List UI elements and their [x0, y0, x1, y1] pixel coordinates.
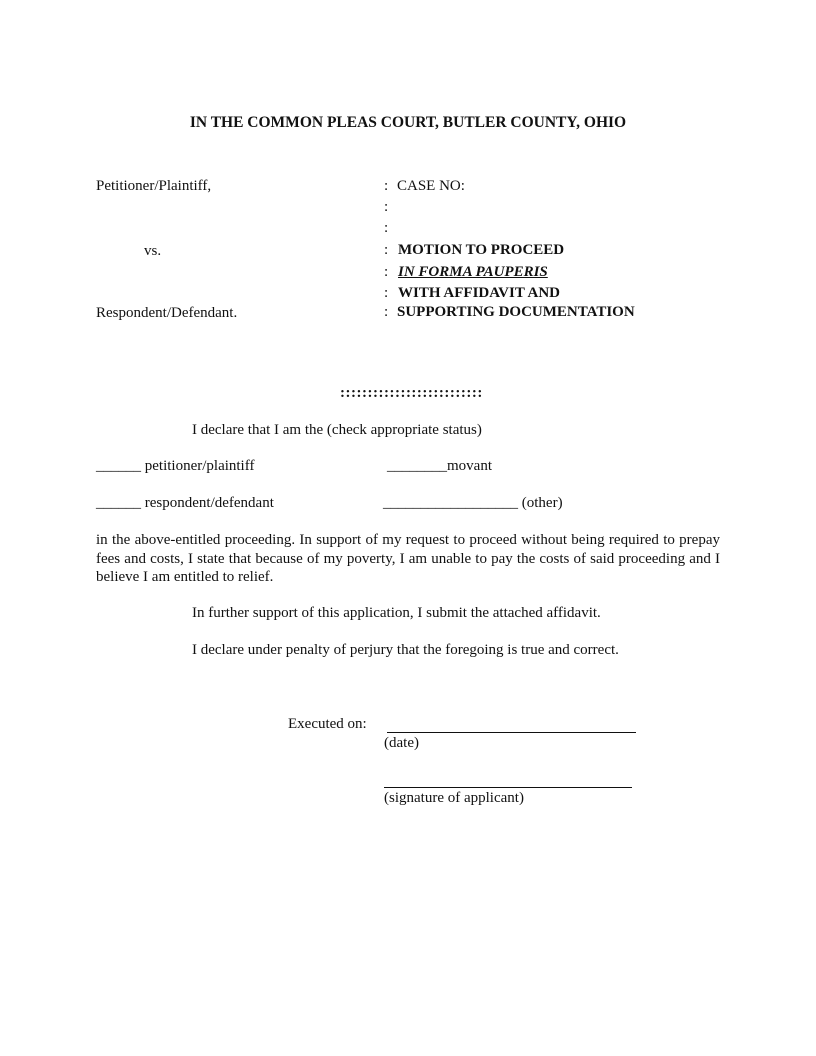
caption-colon: :	[384, 264, 389, 280]
signature-label: (signature of applicant)	[384, 790, 524, 806]
executed-on-label: Executed on:	[288, 716, 367, 732]
signature-line[interactable]	[384, 787, 632, 788]
caption-colon: :	[384, 242, 389, 258]
perjury-statement: I declare under penalty of perjury that the foregoing is true and correct.	[192, 642, 619, 658]
section-separator: ::::::::::::::::::::::::::	[340, 385, 483, 401]
motion-title-line3: WITH AFFIDAVIT AND	[398, 285, 560, 301]
further-support-statement: In further support of this application, I submit the attached affidavit.	[192, 605, 601, 621]
motion-title-line4: SUPPORTING DOCUMENTATION	[397, 304, 635, 320]
declaration-intro: I declare that I am the (check appropriate status)	[192, 422, 482, 438]
court-heading: IN THE COMMON PLEAS COURT, BUTLER COUNTY, OHIO	[189, 114, 627, 131]
support-paragraph: in the above-entitled proceeding. In support of my request to proceed without being required to prepay fees and costs, I state that because of my poverty, I am unable to pay the costs of said proceeding and I believe I am entitled to relief.	[96, 532, 720, 585]
respondent-label: Respondent/Defendant.	[96, 305, 238, 321]
caption-colon: :	[384, 199, 389, 215]
caption-colon: :	[384, 285, 389, 301]
date-line[interactable]	[387, 732, 636, 733]
caption-colon: :	[384, 178, 389, 194]
status-option-other[interactable]: __________________ (other)	[383, 495, 563, 511]
case-no-label: CASE NO:	[397, 178, 465, 194]
status-option-petitioner[interactable]: ______ petitioner/plaintiff	[96, 458, 255, 474]
motion-title-line1: MOTION TO PROCEED	[398, 242, 565, 258]
petitioner-label: Petitioner/Plaintiff,	[96, 178, 212, 194]
caption-colon: :	[384, 220, 389, 236]
status-option-movant[interactable]: ________movant	[387, 458, 492, 474]
motion-title-line2: IN FORMA PAUPERIS	[398, 264, 548, 280]
vs-label: vs.	[144, 243, 162, 259]
status-option-respondent[interactable]: ______ respondent/defendant	[96, 495, 274, 511]
date-label: (date)	[384, 735, 419, 751]
caption-colon: :	[384, 304, 389, 320]
